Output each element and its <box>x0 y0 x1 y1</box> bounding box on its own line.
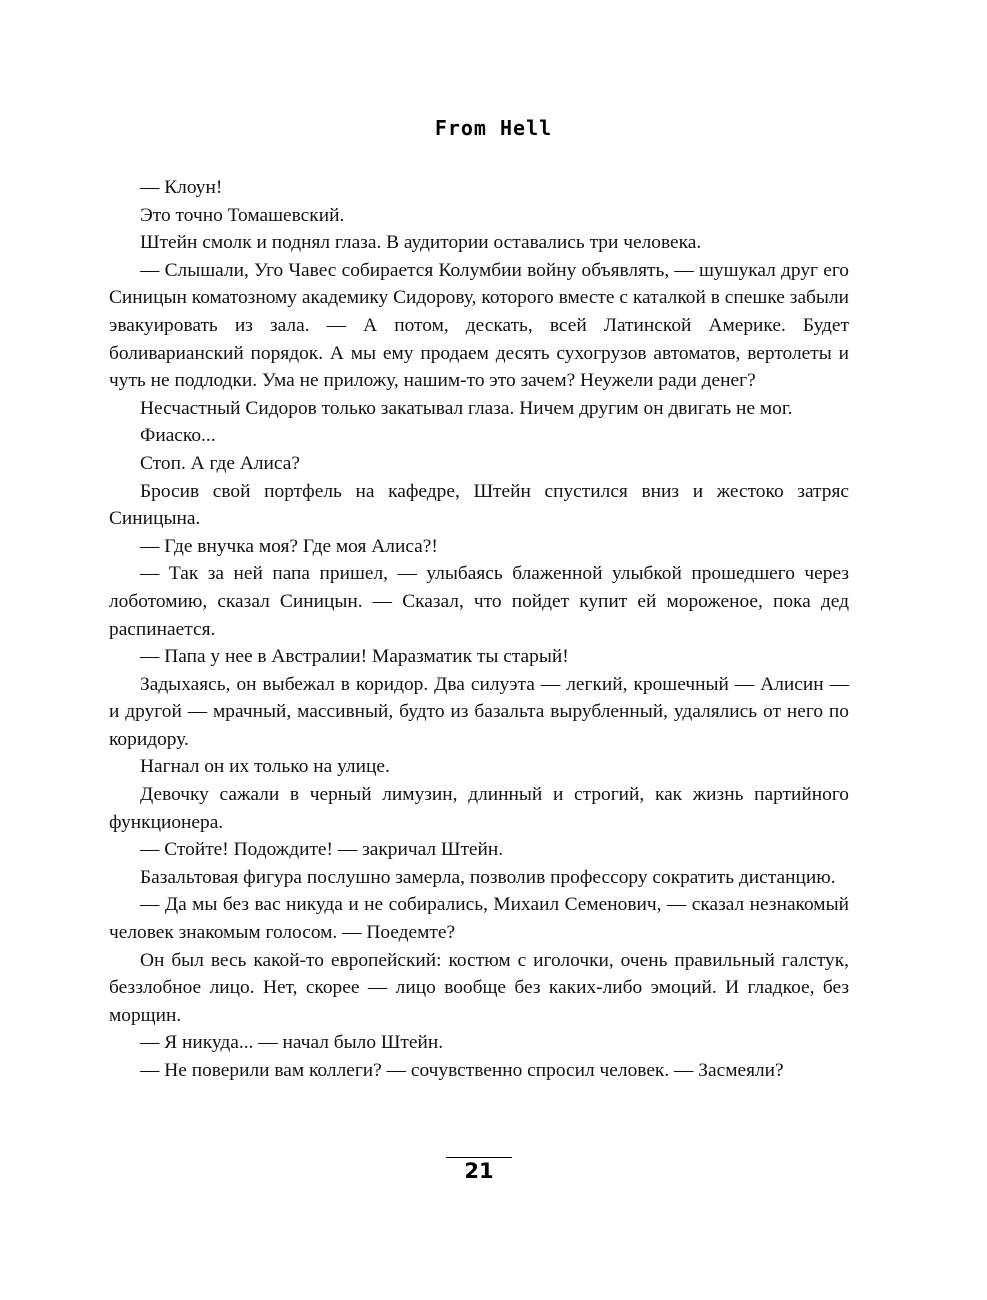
paragraph: Девочку сажали в черный лимузин, длинный и строгий, как жизнь партийного функционера. <box>109 784 849 833</box>
paragraph: Стоп. А где Алиса? <box>140 452 300 474</box>
paragraph: Штейн смолк и поднял глаза. В аудитории оставались три человека. <box>140 232 702 254</box>
paragraph: Базальтовая фигура послушно замерла, позволив профессору сократить дистанцию. <box>140 866 836 888</box>
paragraph: Нагнал он их только на улице. <box>140 756 390 778</box>
body-text <box>109 174 849 1085</box>
running-head-title: From Hell <box>434 116 553 140</box>
paragraph: Фиаско... <box>140 425 216 447</box>
paragraph: Задыхаясь, он выбежал в коридор. Два силуэта — легкий, крошечный — Алисин — и другой — мрачный, массивный, будто из базальта вырубленный, удалялись от него по коридору. <box>109 673 849 750</box>
paragraph: Несчастный Сидоров только закатывал глаза. Ничем другим он двигать не мог. <box>140 397 793 419</box>
page-number-rule <box>446 1157 512 1158</box>
paragraph: — Так за ней папа пришел, — улыбаясь блаженной улыбкой прошедшего через лоботомию, сказал Синицын. — Сказал, что пойдет купит ей мороженое, пока дед распинается. <box>109 563 849 640</box>
paragraph: Он был весь какой-то европейский: костюм с иголочки, очень правильный галстук, беззлобное лицо. Нет, скорее — лицо вообще без каких-либо эмоций. И гладкое, без морщин. <box>109 949 849 1026</box>
paragraph: — Где внучка моя? Где моя Алиса?! <box>140 535 438 557</box>
paragraph: — Папа у нее в Австралии! Маразматик ты старый! <box>140 646 569 668</box>
paragraph: — Стойте! Подождите! — закричал Штейн. <box>140 839 504 861</box>
paragraph: — Слышали, Уго Чавес собирается Колумбии войну объявлять, — шушукал друг его Синицын коматозному академику Сидорову, которого вместе с каталкой в спешке забыли эвакуировать из зала. — А потом, дескать, всей Латинской Америке. Будет боливарианский порядок. А мы ему продаем десять сухогрузов автоматов, вертолеты и чуть не подлодки. Ума не приложу, нашим-то это зачем? Неужели ради денег? <box>109 259 849 392</box>
paragraph: — Да мы без вас никуда и не собирались, Михаил Семенович, — сказал незнакомый человек знакомым голосом. — Поедемте? <box>109 894 849 944</box>
paragraph: Бросив свой портфель на кафедре, Штейн спустился вниз и жестоко затряс Синицына. <box>109 480 849 530</box>
paragraph: — Не поверили вам коллеги? — сочувственно спросил человек. — Засмеяли? <box>140 1060 784 1081</box>
page-number: 21 <box>464 1159 494 1183</box>
paragraph: Это точно Томашевский. <box>140 204 345 226</box>
paragraph: — Я никуда... — начал было Штейн. <box>140 1032 444 1054</box>
paragraph: — Клоун! <box>140 177 223 198</box>
